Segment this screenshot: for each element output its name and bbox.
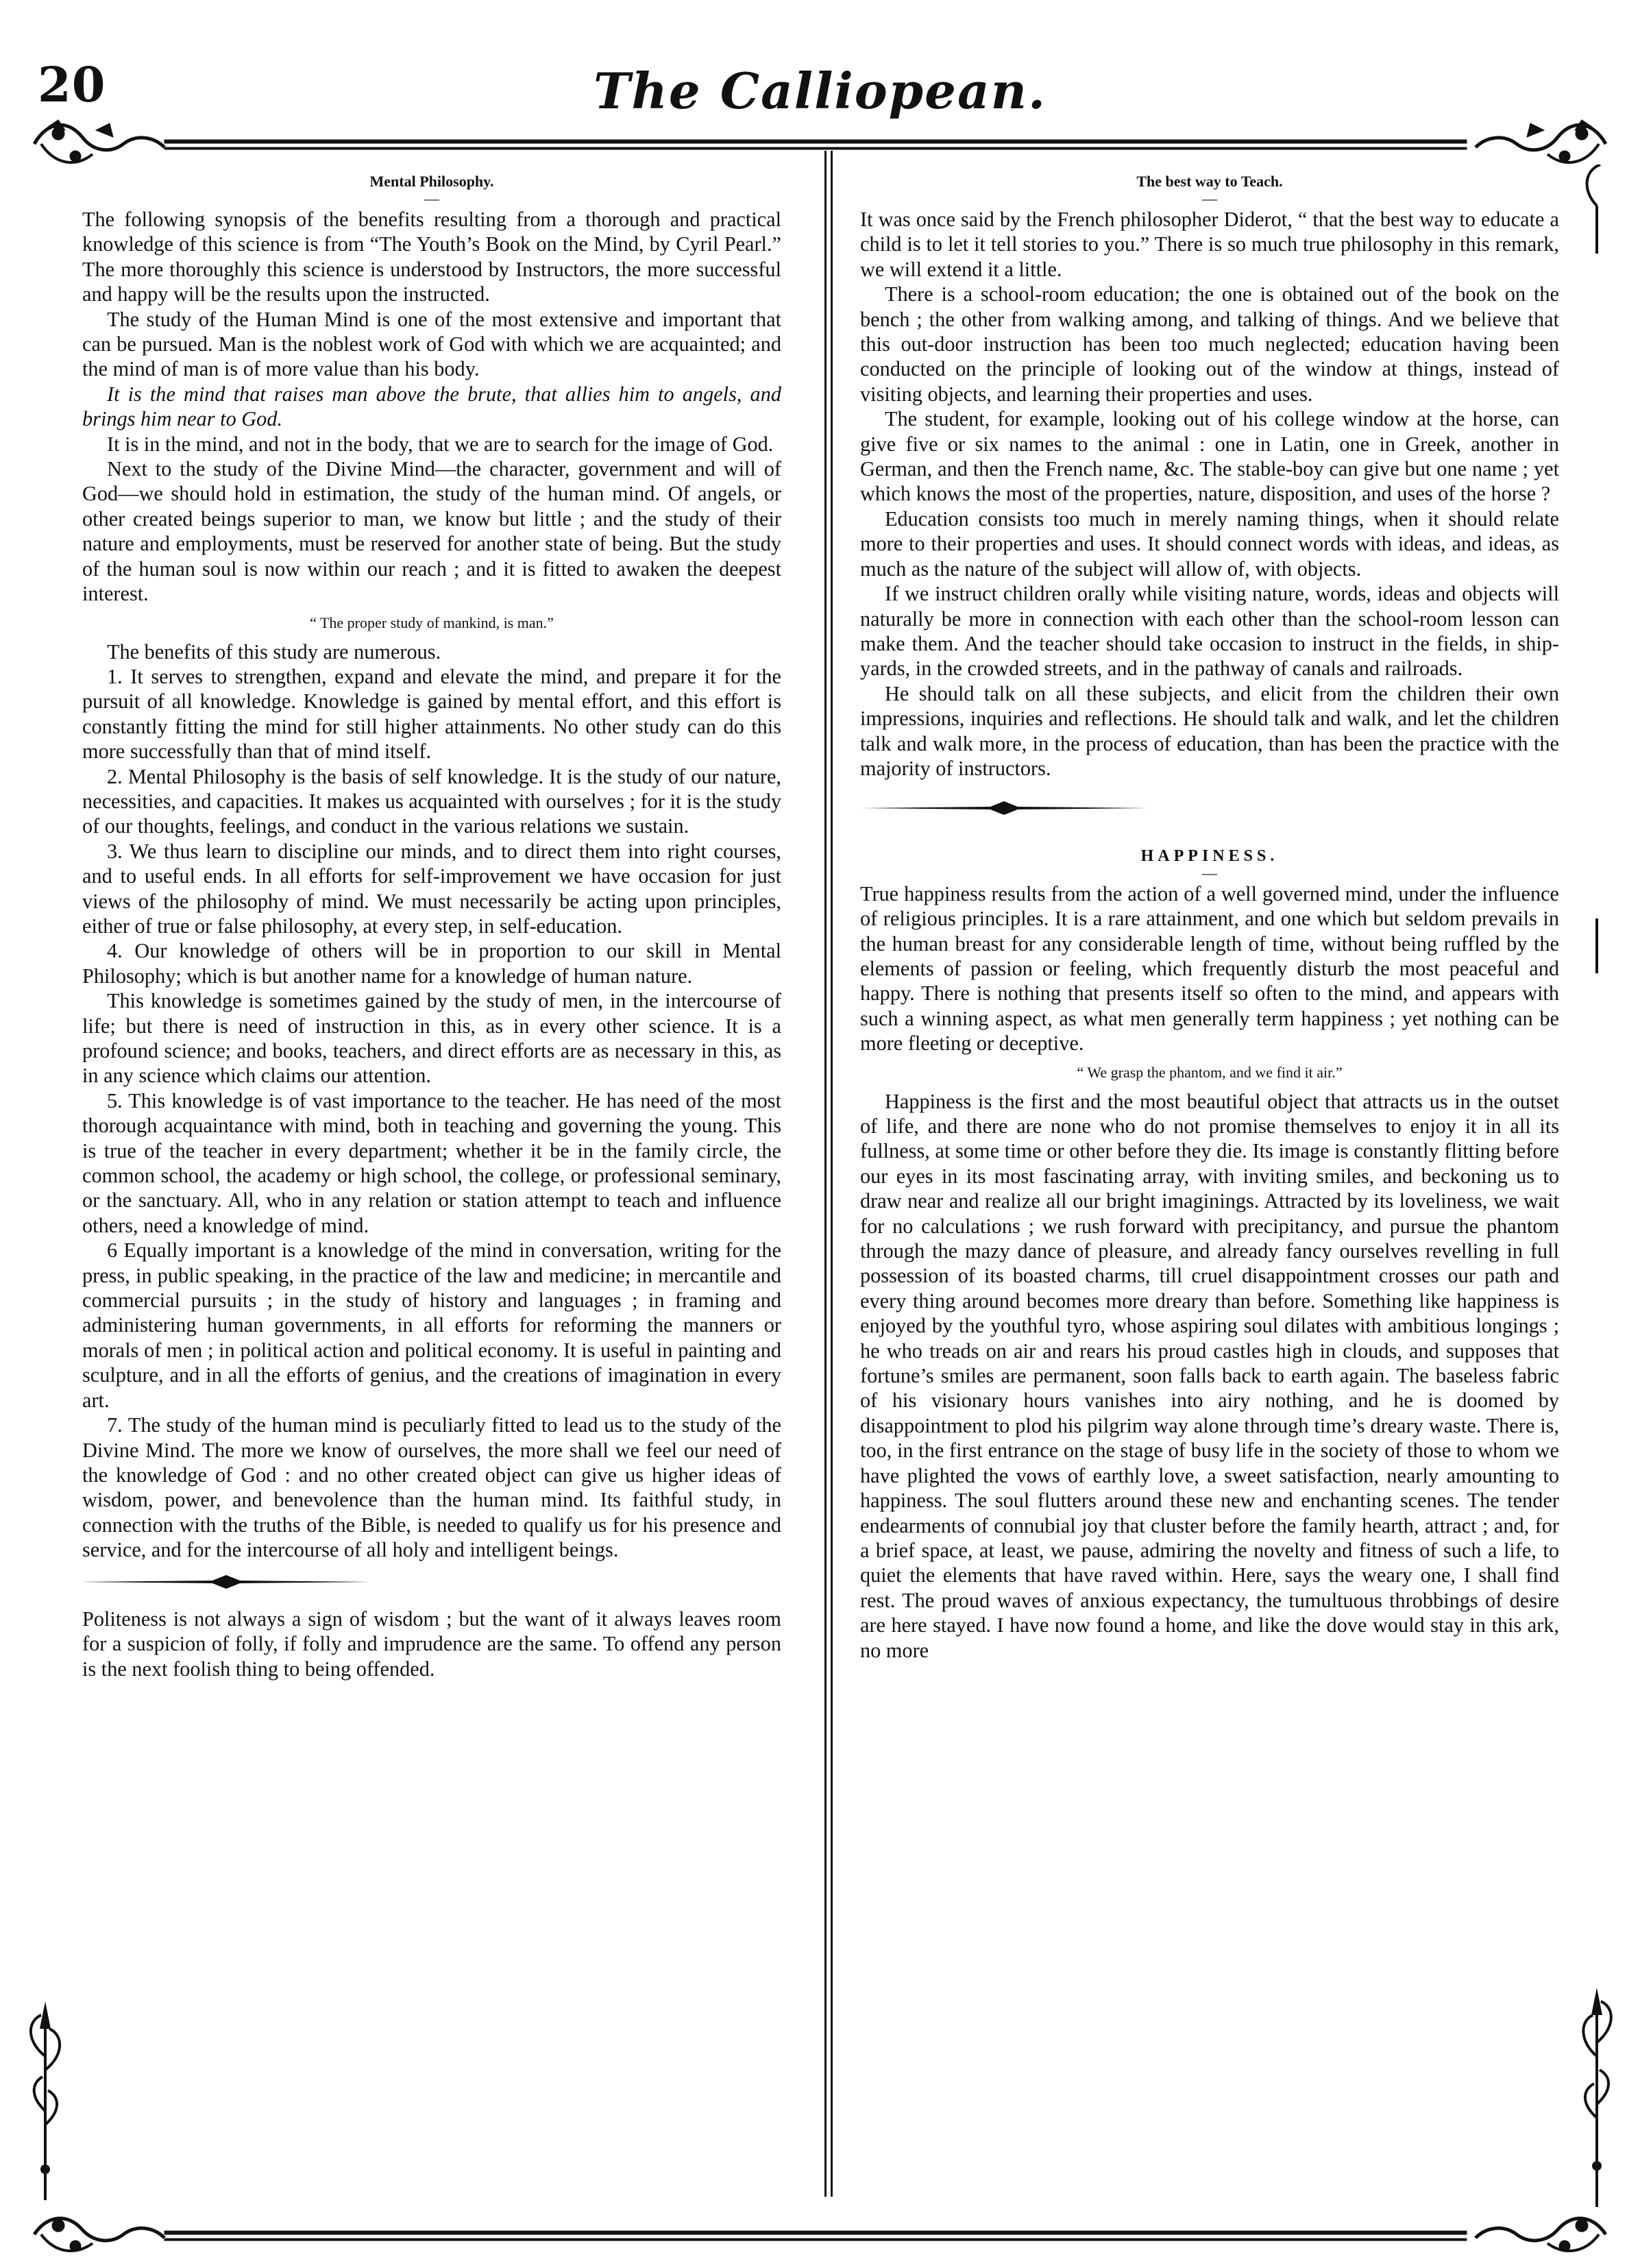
title-dash: — [1202,864,1217,881]
paragraph: 3. We thus learn to discipline our minds, and to direct them into right courses, and to useful ends. In all efforts for self-improvement we have occasion for just views of the philosophy of mind. We must necessarily be acting upon principles, either of true or false philosophy, at every step, in self-education. [82,839,781,938]
paragraph: He should talk on all these subjects, and elicit from the children their own impressions, inquiries and reflections. He should talk and walk, and let the children talk and walk more, in the process of education, than has been the practice with the majority of instructors. [860,681,1559,780]
bottom-ornamental-rule-icon [27,2210,1613,2258]
right-margin-vine-icon [1576,164,1624,2207]
quotation: “ The proper study of mankind, is man.” [310,613,554,631]
paragraph: This knowledge is sometimes gained by the study of men, in the intercourse of life; but there is need of instruction in this, as in every other science. It is a profound science; and books, teachers, and direct efforts are as necessary in this, as in any science which claims our attention. [82,989,781,1088]
paragraph: The following synopsis of the benefits resulting from a thorough and practical knowledge of this science is from “The Youth’s Book on the Mind, by Cyril Pearl.” The more thoroughly this science is understood by Instructors, the more successful and happy will be the results upon the instructed. [82,208,781,306]
paragraph: True happiness results from the action of a well governed mind, under the influence of religious principles. It is a rare attainment, and one which but seldom prevails in the human breast for any considerable length of time, without being ruffled by the elements of passion or feeling, which frequently disturb the most peaceful and happy. There is nothing that presents itself so often to the mind, and appears with such a winning aspect, as what men generally term happiness ; yet nothing can be more fleeting or deceptive. [860,881,1559,1056]
quotation: “ We grasp the phantom, and we find it air.” [1077,1063,1343,1081]
paragraph: 2. Mental Philosophy is the basis of self knowledge. It is the study of our nature, necessities, and capacities. It makes us acquainted with ourselves ; for it is the study of our thoughts, feelings, and conduct in the various relations we sustain. [82,764,781,838]
page-number: 20 [38,56,106,113]
left-column [82,162,781,2191]
journal-title: The Calliopean. [593,62,1047,120]
paragraph: The benefits of this study are numerous. [107,639,441,663]
paragraph: 4. Our knowledge of others will be in proportion to our skill in Mental Philosophy; which is but another name for a knowledge of human nature. [82,939,781,988]
title-dash: — [424,190,439,207]
paragraph: It is in the mind, and not in the body, that we are to search for the image of God. [107,432,774,456]
paragraph: There is a school-room education; the one is obtained out of the book on the bench ; the other from walking among, and talking of things. And we believe that this out-door instruction has been too much neglected; education having been conducted on the principle of looking out of the window at things, instead of visiting objects, and learning their properties and uses. [860,282,1559,406]
diamond-rule-icon [860,801,1148,815]
paragraph: It was once said by the French philosopher Diderot, “ that the best way to educate a child is to let it tell stories to you.” There is so much true philosophy in this remark, we will extend it a little. [860,208,1559,281]
section-title-best-way-to-teach: The best way to Teach. [1136,173,1283,190]
section-title-happiness: HAPPINESS. [1140,846,1279,865]
paragraph: Next to the study of the Divine Mind—the character, government and will of God—we should hold in estimation, the study of the human mind. Of angels, or other created beings superior to man, we know but little ; and the study of their nature and employments, must be reserved for another state of being. But the study of the human soul is now within our reach ; and it is fitted to awaken the deepest interest. [82,457,781,606]
paragraph: 6 Equally important is a knowledge of the mind in conversation, writing for the press, in public speaking, in the practice of the law and medicine; in mercantile and commercial pursuits ; in the study of history and languages ; in framing and administering human governments, in all efforts for reforming the manners or morals of men ; in political action and political economy. It is useful in painting and sculpture, and in all the efforts of genius, and the creations of imagination in every art. [82,1239,781,1412]
paragraph: 5. This knowledge is of vast importance to the teacher. He has need of the most thorough acquaintance with mind, both in teaching and governing the young. This is true of the teacher in every department; whether it be in the family circle, the common school, the academy or high school, the college, or professional seminary, or the sanctuary. All, who in any relation or station attempt to teach and influence others, need a knowledge of mind. [82,1088,781,1237]
diamond-rule-icon [82,1575,370,1589]
paragraph: 1. It serves to strengthen, expand and elevate the mind, and prepare it for the pursuit of all knowledge. Knowledge is gained by mental effort, and this effort is constantly fitting the mind for still higher attainments. No other study can do this more successfully than that of mind itself. [82,664,781,764]
title-dash: — [1202,190,1217,207]
paragraph: The student, for example, looking out of his college window at the horse, can give five or six names to the animal : one in Latin, one in Greek, another in German, and then the French name, &c. The stable-boy can give but one name ; yet which knows the most of the properties, nature, disposition, and uses of the horse ? [860,407,1559,506]
paragraph-politeness: Politeness is not always a sign of wisdom ; but the want of it always leaves room for a suspicion of folly, if folly and imprudence are the same. To offend any person is the next foolish thing to being offended. [82,1607,781,1681]
paragraph: Education consists too much in merely naming things, when it should relate more to their properties and uses. It should connect words with ideas, and ideas, as much as the nature of the subject will allow of, with objects. [860,507,1559,581]
paragraph: It is the mind that raises man above the brute, that allies him to angels, and brings him near to God. [82,382,781,431]
right-column [860,162,1559,2191]
paragraph: Happiness is the first and the most beautiful object that attracts us in the outset of life, and there are none who do not promise themselves to enjoy it in all its fullness, at some time or other before they die. Its image is constantly flitting before our eyes in its most fascinating array, with inviting smiles, and beckoning us to draw near and realize all our bright imaginings. Attracted by its loveliness, we wait for no calculations ; we rush forward with precipitancy, and pursue the phantom through the mazy dance of pleasure, and already fancy ourselves revelling in full possession of its boasted charms, till cruel disappointment crosses our path and every thing around becomes more dreary than before. Something like happiness is enjoyed by the youthful tyro, whose aspiring soul dilates with ambitious longings ; he who treads on air and rears his proud castles high in clouds, and supposes that fortune’s smiles are permanent, soon falls back to earth again. The baseless fabric of his visionary hours vanishes into airy nothing, and he is doomed by disappointment to plod his pilgrim way alone through time’s dreary waste. There is, too, in the first entrance on the stage of busy life in the society of those to whom we have plighted the vows of earthly love, a sweet satisfaction, nearly amounting to happiness. The soul flutters around these new and enchanting scenes. The tender endearments of connubial joy that cluster before the family hearth, attract ; and, for a brief space, at least, we pause, admiring the novelty and fitness of such a life, to quiet the elements that have raved within. Here, says the weary one, I shall find rest. The proud waves of anxious expectancy, the tumultuous throbbings of desire are here stayed. I have now found a home, and like the dove would stay in this ark, no more [860,1089,1559,1662]
paragraph: 7. The study of the human mind is peculiarly fitted to lead us to the study of the Divine Mind. The more we know of ourselves, the more shall we feel our need of the knowledge of God : and no other created object can give us higher ideas of wisdom, power, and benevolence than the human mind. Its faithful study, in connection with the truths of the Bible, is needed to qualify us for his presence and service, and for the intercourse of all holy and intelligent beings. [82,1413,781,1562]
column-divider [824,151,833,2197]
section-title-mental-philosophy: Mental Philosophy. [369,173,494,190]
paragraph: If we instruct children orally while visiting nature, words, ideas and objects will naturally be more in connection with each other than the school-room lesson can make them. And the teacher should take occasion to instruct in the fields, in ship-yards, in the crowded streets, and in the pathway of canals and railroads. [860,582,1559,681]
paragraph: The study of the Human Mind is one of the most extensive and important that can be pursued. Man is the noblest work of God with which we are acquainted; and the mind of man is of more value than his body. [82,307,781,381]
left-margin-vine-icon [21,178,69,2200]
